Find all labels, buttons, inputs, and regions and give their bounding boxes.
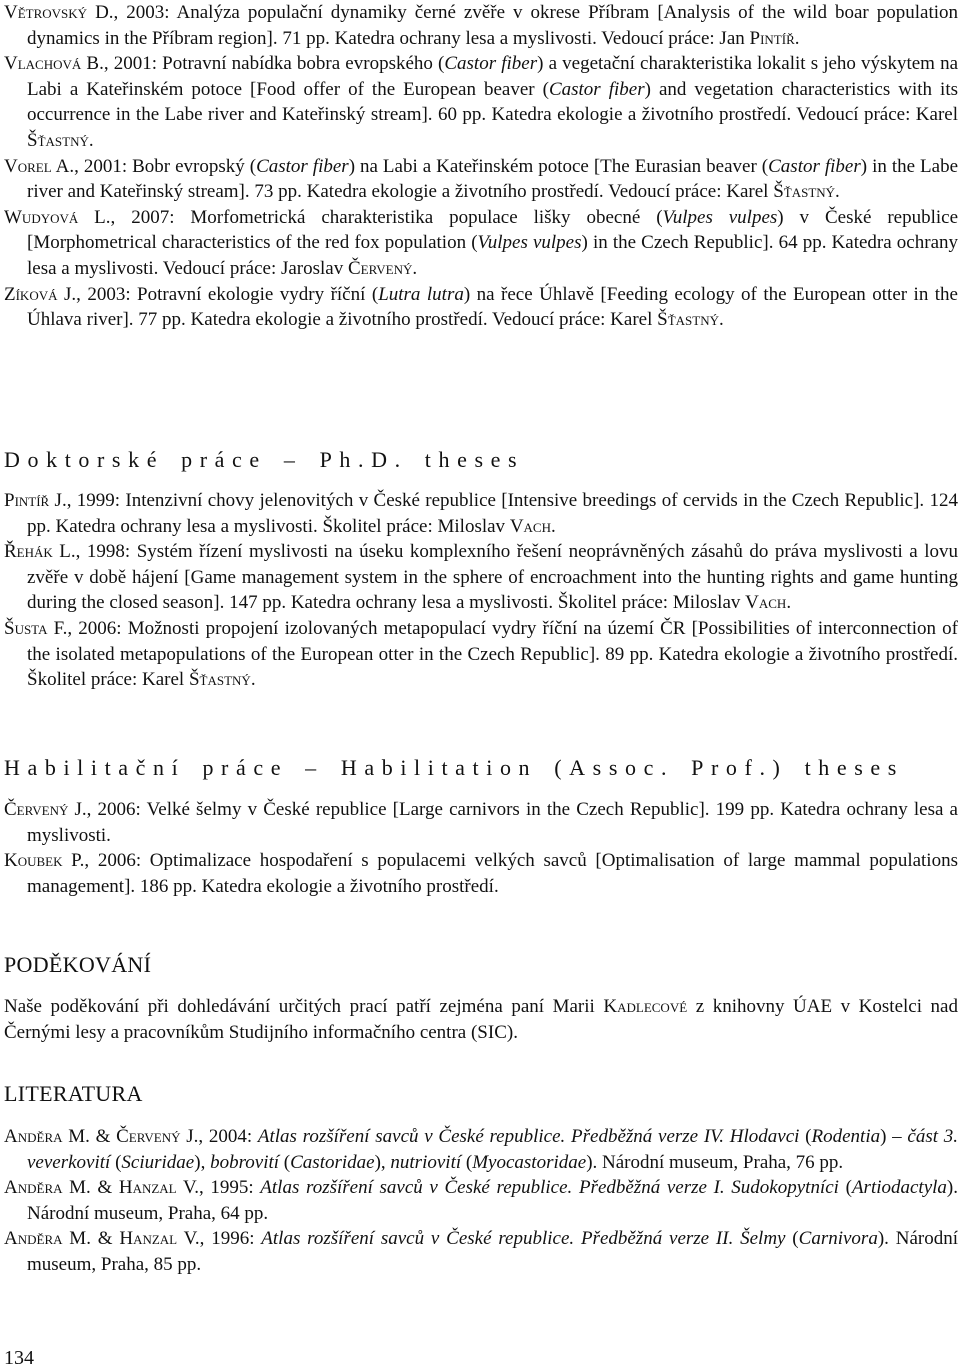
section-heading-habilitation: Habilitační práce – Habilitation (Assoc. Prof.) theses	[4, 755, 904, 780]
acknowledgement-paragraph: Naše poděkování při dohledávání určitých prací patří zejména paní Marii Kadlecové z knihovny ÚAE v Kostelci nad Černými lesy a pracovníkům Studijního informačního centra (SIC).	[4, 996, 958, 1043]
page-number: 134	[4, 1347, 34, 1369]
phd-list	[4, 488, 958, 693]
list-item: Anděra M. & Hanzal V., 1996: Atlas rozšíření savců v České republice. Předběžná verze II. Šelmy (Carnivora). Národní museum, Praha, 85 pp.	[4, 1228, 958, 1275]
list-item: Pintíř J., 1999: Intenzivní chovy jelenovitých v České republice [Intensive breedings of cervids in the Czech Republic]. 124 pp. Katedra ochrany lesa a myslivosti. Školitel práce: Miloslav Vach.	[4, 490, 958, 537]
list-item: Anděra M. & Červený J., 2004: Atlas rozšíření savců v České republice. Předběžná verze IV. Hlodavci (Rodentia) – část 3. veverkovití (Sciuridae), bobrovití (Castoridae), nutriovití (Myocastoridae). Národní museum, Praha, 76 pp.	[4, 1126, 958, 1173]
literature-list	[4, 1124, 958, 1278]
list-item: Řehák L., 1998: Systém řízení myslivosti na úseku komplexního řešení neoprávněných zásahů do práva myslivosti a lovu zvěře v době hájení [Game management system in the sphere of encroachment into the hunting rights and game hunting during the closed season]. 147 pp. Katedra ochrany lesa a myslivosti. Školitel práce: Miloslav Vach.	[4, 541, 958, 614]
list-item: Červený J., 2006: Velké šelmy v České republice [Large carnivors in the Czech Republic]. 199 pp. Katedra ochrany lesa a myslivosti.	[4, 799, 958, 846]
list-item: Šusta F., 2006: Možnosti propojení izolovaných metapopulací vydry říční na území ČR [Possibilities of interconnection of the isolated metapopulations of the European otter in the Czech Republic]. 89 pp. Katedra ekologie a životního prostředí. Školitel práce: Karel Šťastný.	[4, 617, 958, 691]
masters-list	[4, 0, 958, 333]
section-heading-literature: LITERATURA	[4, 1081, 143, 1106]
list-item: Anděra M. & Hanzal V., 1995: Atlas rozšíření savců v České republice. Předběžná verze I. Sudokopytníci (Artiodactyla). Národní museum, Praha, 64 pp.	[4, 1177, 958, 1224]
list-item: Zíková J., 2003: Potravní ekologie vydry říční (Lutra lutra) na řece Úhlavě [Feeding ecology of the European otter in the Úhlava river]. 77 pp. Katedra ekologie a životního prostředí. Vedoucí práce: Karel Šťastný.	[4, 283, 958, 331]
list-item: Vorel A., 2001: Bobr evropský (Castor fiber) na Labi a Kateřinském potoce [The Eurasian beaver (Castor fiber) in the Labe river and Kateřinský stream]. 73 pp. Katedra ekologie a životního prostředí. Vedoucí práce: Karel Šťastný.	[4, 155, 959, 203]
section-heading-acknowledgements: PODĚKOVÁNÍ	[4, 952, 152, 977]
habilitation-list	[4, 797, 958, 899]
section-heading-phd: Doktorské práce – Ph.D. theses	[4, 447, 525, 472]
list-item: Koubek P., 2006: Optimalizace hospodaření s populacemi velkých savců [Optimalisation of large mammal populations management]. 186 pp. Katedra ekologie a životního prostředí.	[4, 850, 958, 897]
list-item: Větrovský D., 2003: Analýza populační dynamiky černé zvěře v okrese Příbram [Analysis of the wild boar population dynamics in the Příbram region]. 71 pp. Katedra ochrany lesa a myslivosti. Vedoucí práce: Jan Pintíř.	[4, 2, 958, 49]
list-item: Vlachová B., 2001: Potravní nabídka bobra evropského (Castor fiber) a vegetační charakteristika lokalit s jeho výskytem na Labi a Kateřinském potoce [Food offer of the European beaver (Castor fiber) and vegetation characteristics with its occurrence in the Labe river and Kateřinský stream]. 60 pp. Katedra ekologie a životního prostředí. Vedoucí práce: Karel Šťastný.	[4, 53, 959, 151]
list-item: Wudyová L., 2007: Morfometrická charakteristika populace lišky obecné (Vulpes vulpes) v České republice [Morphometrical characteristics of the red fox population (Vulpes vulpes) in the Czech Republic]. 64 pp. Katedra ochrany lesa a myslivosti. Vedoucí práce: Jaroslav Červený.	[4, 206, 959, 279]
